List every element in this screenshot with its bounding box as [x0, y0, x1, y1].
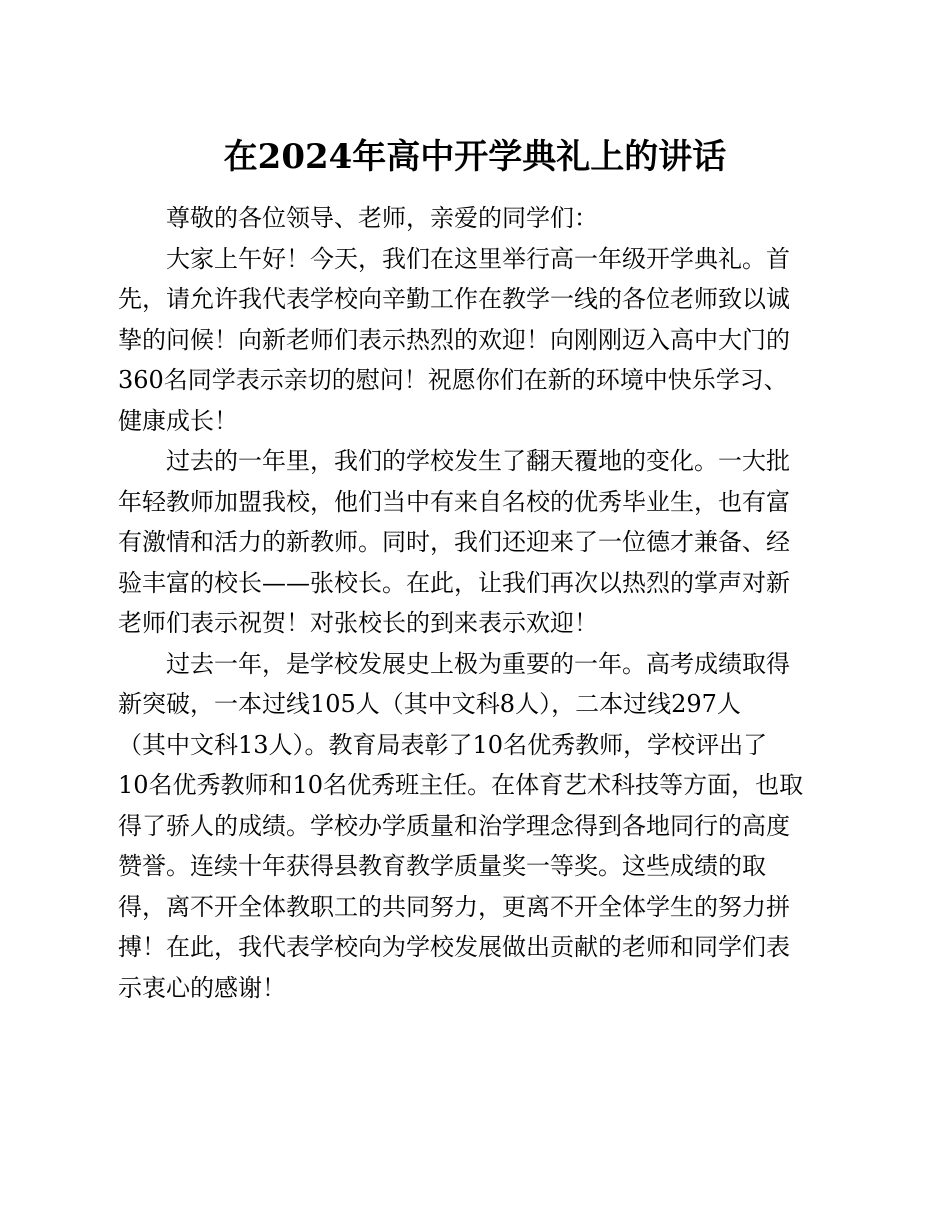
text-line: 老师们表示祝贺！对张校长的到来表示欢迎！ — [118, 609, 598, 637]
text-line: 得，离不开全体教职工的共同努力，更离不开全体学生的努力拼 — [118, 892, 790, 921]
text-line: 大家上午好！今天，我们在这里举行高一年级开学典礼。首 — [166, 244, 790, 273]
text-line: 360名同学表示亲切的慰问！祝愿你们在新的环境中快乐学习、 — [118, 366, 788, 394]
text-line: 验丰富的校长——张校长。在此，让我们再次以热烈的掌声对新 — [118, 568, 790, 597]
text-line: 有激情和活力的新教师。同时，我们还迎来了一位德才兼备、经 — [118, 528, 790, 556]
text-line: 挚的问候！向新老师们表示热烈的欢迎！向刚刚迈入高中大门的 — [118, 325, 790, 354]
speech-body — [118, 198, 830, 1008]
text-line: 赞誉。连续十年获得县教育教学质量奖一等奖。这些成绩的取 — [118, 852, 766, 880]
text-line: 搏！在此，我代表学校向为学校发展做出贡献的老师和同学们表 — [118, 933, 790, 961]
text-line: 先，请允许我代表学校向辛勤工作在教学一线的各位老师致以诚 — [118, 285, 790, 313]
text-line: 年轻教师加盟我校，他们当中有来自名校的优秀毕业生，也有富 — [118, 487, 790, 516]
text-line: 过去一年，是学校发展史上极为重要的一年。高考成绩取得 — [166, 649, 790, 678]
text-line: （其中文科13人）。教育局表彰了10名优秀教师，学校评出了 — [118, 730, 768, 759]
text-line: 示衷心的感谢！ — [118, 973, 286, 1002]
text-line: 健康成长！ — [118, 406, 238, 435]
text-line: 得了骄人的成绩。学校办学质量和治学理念得到各地同行的高度 — [118, 811, 790, 840]
text-line: 过去的一年里，我们的学校发生了翻天覆地的变化。一大批 — [166, 447, 790, 475]
page-title: 在2024年高中开学典礼上的讲话 — [223, 137, 727, 177]
text-line: 新突破，一本过线105人（其中文科8人），二本过线297人 — [118, 690, 741, 718]
text-line: 尊敬的各位领导、老师，亲爱的同学们： — [166, 204, 598, 232]
text-line: 10名优秀教师和10名优秀班主任。在体育艺术科技等方面，也取 — [118, 771, 804, 799]
